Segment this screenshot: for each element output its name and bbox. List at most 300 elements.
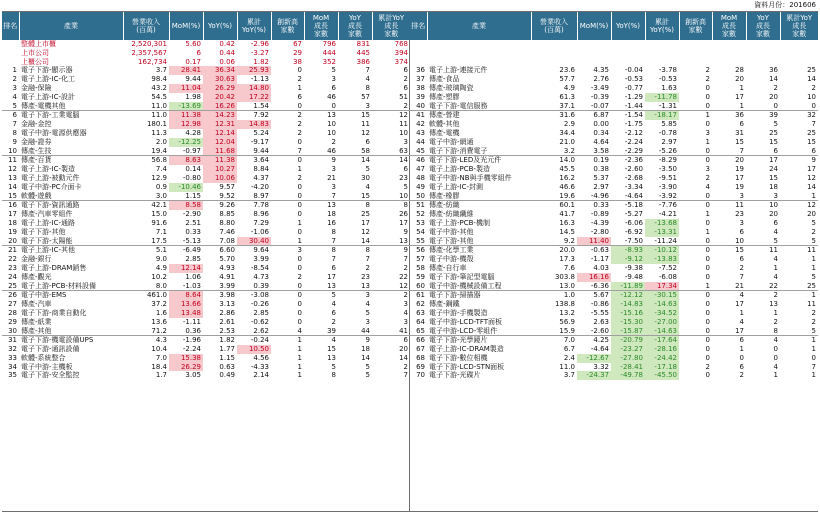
yoy-cell: -27.80 <box>611 354 645 363</box>
table-row[interactable] <box>2 210 410 219</box>
yoy-growth-count-cell: 14 <box>361 353 370 362</box>
ytd-growth-count-cell: 11 <box>780 246 818 255</box>
blank-cell <box>410 40 427 49</box>
table-row[interactable] <box>410 93 818 102</box>
new-high-count-cell: 1 <box>679 111 712 120</box>
mom-cell: 2.63 <box>593 317 609 326</box>
revenue-cell: 4.3 <box>123 336 169 345</box>
industry-cell: 電子下游-光碟片 <box>429 371 481 380</box>
header-yoy-growth-count[interactable]: YoY 成長 家數 <box>746 12 780 40</box>
table-row[interactable] <box>410 174 818 183</box>
yoy-growth-count-cell: 6 <box>365 137 370 146</box>
aggregate-row[interactable] <box>2 58 410 67</box>
ytd-growth-count-cell: 2 <box>403 362 408 371</box>
rank-cell: 58 <box>416 263 425 272</box>
mom-cell: 5.37 <box>593 173 609 182</box>
mom-cell: -1.11 <box>182 317 201 326</box>
ytd-growth-count-cell: 15 <box>807 137 816 146</box>
rank-cell: 14 <box>8 182 17 191</box>
header-yoy[interactable]: YoY(%) <box>203 12 237 40</box>
blank-cell <box>611 49 645 58</box>
header-ytd-growth-count[interactable]: 累計YoY 成長 家數 <box>372 12 410 40</box>
mom-growth-count-cell: 3 <box>331 75 336 84</box>
new-high-count-cell: 0 <box>705 120 710 129</box>
mom-growth-count-cell: 13 <box>304 201 338 210</box>
new-high-count-cell: 0 <box>297 317 302 326</box>
mom-growth-count-cell: 6 <box>739 227 744 236</box>
mom-growth-count-cell: 5 <box>331 362 336 371</box>
header-rank[interactable]: 排名 <box>410 12 427 40</box>
revenue-cell: 14.5 <box>559 227 575 236</box>
table-row[interactable] <box>410 201 818 210</box>
yoy-growth-count-cell: 13 <box>361 281 370 290</box>
mom-cell: 0.36 <box>185 326 201 335</box>
new-high-count-cell: 0 <box>679 291 712 300</box>
revenue-cell: 180.1 <box>146 120 167 129</box>
rank-cell: 31 <box>2 336 19 345</box>
table-row[interactable] <box>410 327 818 336</box>
rank-cell: 19 <box>8 227 17 236</box>
mom-cell: 16.16 <box>577 273 611 282</box>
header-yoy-growth-count[interactable]: YoY 成長 家數 <box>338 12 372 40</box>
revenue-cell: 138.8 <box>554 300 575 309</box>
mom-growth-count-cell: 4 <box>739 317 744 326</box>
new-high-count-cell: 0 <box>705 255 710 264</box>
ytd-yoy-cell: -0.53 <box>658 75 677 84</box>
ytd-yoy-cell: 2.14 <box>253 371 269 380</box>
ytd-growth-count-cell: 2 <box>403 263 408 272</box>
yoy-growth-count-cell: 25 <box>769 128 778 137</box>
yoy-growth-count-cell: 18 <box>769 182 778 191</box>
table-row[interactable] <box>2 138 410 147</box>
revenue-cell: 461.0 <box>123 291 169 300</box>
table-row[interactable] <box>2 129 410 138</box>
industry-cell: 電子上游-DRAM銷售 <box>21 263 87 272</box>
header-yoy[interactable]: YoY(%) <box>611 12 645 40</box>
table-row[interactable] <box>2 219 410 228</box>
ytd-yoy-cell: -14.63 <box>645 327 679 336</box>
header-industry[interactable]: 產業 <box>427 12 531 40</box>
aggregate-row[interactable] <box>2 49 410 58</box>
ytd-growth-count-cell: 25 <box>807 128 816 137</box>
revenue-cell: 16.2 <box>559 173 575 182</box>
right-table-half <box>410 12 818 511</box>
table-row[interactable] <box>410 371 818 380</box>
yoy-cell: 36.34 <box>203 66 237 75</box>
yoy-growth-count-cell: 12 <box>361 128 370 137</box>
ytd-yoy-cell: -27.00 <box>645 318 679 327</box>
revenue-cell: 42.1 <box>123 201 169 210</box>
table-row[interactable] <box>2 84 410 93</box>
ytd-yoy-cell: -4.33 <box>250 362 269 371</box>
mom-cell: 9.44 <box>185 75 201 84</box>
table-row[interactable] <box>410 84 818 93</box>
yoy-cell: -1.54 <box>611 111 645 120</box>
ytd-yoy-cell: -10.12 <box>645 246 679 255</box>
ytd-yoy-cell: 4.56 <box>253 353 269 362</box>
table-row[interactable] <box>410 165 818 174</box>
ytd-growth-count-cell: 11 <box>399 120 408 129</box>
table-row[interactable] <box>2 273 410 282</box>
table-row[interactable] <box>410 354 818 363</box>
table-row[interactable] <box>410 147 818 156</box>
rank-cell: 24 <box>8 272 17 281</box>
ytd-growth-count-cell: 9 <box>403 227 408 236</box>
industry-cell: 傳產-紡織纖維 <box>429 210 474 219</box>
industry-cell: 傳產-玻璃陶瓷 <box>429 83 474 92</box>
table-row[interactable] <box>2 228 410 237</box>
ytd-growth-count-cell: 4 <box>403 308 408 317</box>
new-high-count-cell: 1 <box>705 227 710 236</box>
mom-growth-count-cell: 16 <box>327 218 336 227</box>
ytd-growth-count-cell: 11 <box>807 300 816 309</box>
table-row[interactable] <box>2 327 410 336</box>
mom-cell: 3.58 <box>593 146 609 155</box>
mom-cell: -2.80 <box>590 227 609 236</box>
mom-growth-count-cell: 46 <box>327 146 336 155</box>
rank-cell: 54 <box>416 227 425 236</box>
ytd-yoy-cell: -45.50 <box>645 371 679 380</box>
mom-cell: 11.40 <box>577 237 611 246</box>
yoy-cell: 10.27 <box>203 165 237 174</box>
yoy-cell: -0.04 <box>624 66 643 75</box>
mom-cell: -4.39 <box>590 218 609 227</box>
rank-cell: 21 <box>2 246 19 255</box>
industry-cell: 電子上游-被動元件 <box>21 173 80 182</box>
table-row[interactable] <box>410 228 818 237</box>
blank-cell <box>712 58 746 67</box>
table-row[interactable] <box>2 354 410 363</box>
header-mom-growth-count[interactable]: MoM 成長 家數 <box>712 12 746 40</box>
yoy-cell: 8.85 <box>219 210 235 219</box>
table-row[interactable] <box>410 75 818 84</box>
revenue-cell: 12.9 <box>151 173 167 182</box>
table-row[interactable] <box>410 183 818 192</box>
revenue-cell: 4.9 <box>155 263 167 272</box>
mom-growth-count-cell: 9 <box>304 156 338 165</box>
table-row[interactable] <box>2 371 410 380</box>
table-row[interactable] <box>410 210 818 219</box>
revenue-cell: 7.0 <box>155 353 167 362</box>
table-row[interactable] <box>410 309 818 318</box>
ytd-growth-count-cell: 25 <box>807 281 816 290</box>
table-row[interactable] <box>2 255 410 264</box>
mom-cell: -2.90 <box>182 210 201 219</box>
yoy-cell: 20.42 <box>203 93 237 102</box>
table-row[interactable] <box>410 255 818 264</box>
ytd-yoy-cell: -0.62 <box>250 317 269 326</box>
revenue-cell: 1.6 <box>155 308 167 317</box>
table-row[interactable] <box>2 147 410 156</box>
rank-cell: 6 <box>2 111 19 120</box>
aggregate-row[interactable] <box>2 40 410 49</box>
table-row[interactable] <box>410 66 818 75</box>
industry-cell: 電子下游-機電設備UPS <box>19 336 123 345</box>
yoy-cell: -7.50 <box>624 236 643 245</box>
yoy-growth-count-cell: 15 <box>769 173 778 182</box>
mom-cell: -0.86 <box>590 300 609 309</box>
table-row[interactable] <box>2 111 410 120</box>
header-rank[interactable]: 排名 <box>2 12 19 40</box>
table-row[interactable] <box>2 363 410 372</box>
ytd-yoy-cell: 25.93 <box>237 66 271 75</box>
industry-cell: 電子上游-IC-設計 <box>21 92 76 101</box>
yoy-growth-count-cell: 0 <box>773 353 778 362</box>
new-high-count-cell: 29 <box>293 48 302 57</box>
table-row[interactable] <box>2 282 410 291</box>
blank-cell <box>712 40 746 49</box>
mom-growth-count-cell: 4 <box>331 300 336 309</box>
table-row[interactable] <box>410 138 818 147</box>
yoy-growth-count-cell: 14 <box>361 236 370 245</box>
yoy-growth-count-cell: 15 <box>361 191 370 200</box>
mom-growth-count-cell: 17 <box>327 272 336 281</box>
table-row[interactable] <box>410 192 818 201</box>
table-row[interactable] <box>2 156 410 165</box>
new-high-count-cell: 0 <box>271 201 304 210</box>
yoy-cell: 3.13 <box>219 300 235 309</box>
yoy-cell: -20.79 <box>611 336 645 345</box>
revenue-cell: 7.1 <box>155 227 167 236</box>
revenue-cell: 98.4 <box>151 75 167 84</box>
table-row[interactable] <box>2 318 410 327</box>
table-row[interactable] <box>410 336 818 345</box>
revenue-cell: 60.1 <box>531 201 577 210</box>
table-row[interactable] <box>2 300 410 309</box>
ytd-growth-count-cell: 12 <box>780 201 818 210</box>
header-ytd-growth-count[interactable]: 累計YoY 成長 家數 <box>780 12 818 40</box>
ytd-growth-count-cell: 5 <box>811 236 816 245</box>
ytd-yoy-cell: -17.64 <box>645 336 679 345</box>
rank-cell: 64 <box>416 317 425 326</box>
blank-cell <box>577 49 611 58</box>
ytd-growth-count-cell: 20 <box>807 210 816 219</box>
blank-cell <box>611 40 645 49</box>
ytd-yoy-cell: -1.06 <box>250 227 269 236</box>
table-row[interactable] <box>2 237 410 246</box>
industry-cell: 電子上游-IC-DRAM製造 <box>429 345 504 354</box>
ytd-growth-count-cell: 32 <box>780 111 818 120</box>
rank-cell: 38 <box>416 83 425 92</box>
industry-cell: 傳產-食品 <box>429 75 460 84</box>
rank-cell: 52 <box>416 210 425 219</box>
table-row[interactable] <box>410 129 818 138</box>
table-row[interactable] <box>410 300 818 309</box>
table-row[interactable] <box>410 120 818 129</box>
mom-cell: 2.51 <box>185 218 201 227</box>
header-industry[interactable]: 產業 <box>19 12 123 40</box>
mom-growth-count-cell: 28 <box>735 66 744 75</box>
ytd-yoy-cell: -3.08 <box>237 291 271 300</box>
mom-growth-count-cell: 352 <box>322 57 336 66</box>
header-mom[interactable]: MoM(%) <box>169 12 203 40</box>
yoy-growth-count-cell: 3 <box>338 291 372 300</box>
ytd-yoy-cell: 8.96 <box>253 210 269 219</box>
table-row[interactable] <box>410 156 818 165</box>
industry-cell: 電子中游-EMS <box>19 291 123 300</box>
header-revenue[interactable]: 營業收入 (百萬) <box>531 12 577 40</box>
table-row[interactable] <box>410 291 818 300</box>
revenue-cell: 2.9 <box>563 120 575 129</box>
table-row[interactable] <box>410 318 818 327</box>
industry-cell: 金融-金控 <box>21 120 52 129</box>
table-row[interactable] <box>2 183 410 192</box>
industry-cell: 傳產-營建 <box>427 111 531 120</box>
ytd-growth-count-cell: 22 <box>399 272 408 281</box>
ytd-growth-count-cell: 7 <box>403 371 408 380</box>
mom-growth-count-cell: 18 <box>327 210 336 219</box>
right-header-row <box>410 12 818 40</box>
new-high-count-cell: 0 <box>297 281 302 290</box>
yoy-growth-count-cell: 57 <box>361 92 370 101</box>
yoy-cell: 30.63 <box>203 75 237 84</box>
revenue-cell: 41.7 <box>559 210 575 219</box>
ytd-growth-count-cell: 20 <box>399 345 408 354</box>
mom-growth-count-cell: 7 <box>331 191 336 200</box>
table-row[interactable] <box>2 345 410 354</box>
ytd-growth-count-cell: 12 <box>372 111 410 120</box>
yoy-growth-count-cell: 2 <box>773 317 778 326</box>
table-row[interactable] <box>410 219 818 228</box>
ytd-growth-count-cell: 9 <box>780 156 818 165</box>
new-high-count-cell: 2 <box>705 75 710 84</box>
ytd-yoy-cell: -8.54 <box>250 263 269 272</box>
yoy-growth-count-cell: 17 <box>361 218 370 227</box>
mom-growth-count-cell: 6 <box>331 83 336 92</box>
blank-cell <box>645 40 679 49</box>
ytd-yoy-cell: 1.63 <box>661 83 677 92</box>
table-row[interactable] <box>410 237 818 246</box>
table-row[interactable] <box>2 93 410 102</box>
mom-growth-count-cell: 10 <box>327 120 336 129</box>
rank-cell: 66 <box>410 336 427 345</box>
mom-cell: 15.38 <box>169 354 203 363</box>
yoy-cell: 11.38 <box>203 156 237 165</box>
yoy-cell: -6.92 <box>624 227 643 236</box>
table-row[interactable] <box>2 309 410 318</box>
rank-cell: 47 <box>416 165 425 174</box>
new-high-count-cell: 3 <box>705 165 710 174</box>
ytd-yoy-cell: -2.96 <box>250 40 269 48</box>
ytd-yoy-cell: -4.21 <box>658 210 677 219</box>
rank-cell: 51 <box>410 201 427 210</box>
rank-cell: 22 <box>8 255 17 264</box>
yoy-growth-count-cell: 0 <box>773 101 778 110</box>
table-row[interactable] <box>2 102 410 111</box>
table-row[interactable] <box>410 111 818 120</box>
table-row[interactable] <box>2 75 410 84</box>
table-row[interactable] <box>2 165 410 174</box>
table-row[interactable] <box>410 102 818 111</box>
ytd-yoy-cell: 7.92 <box>237 111 271 120</box>
table-row[interactable] <box>410 282 818 291</box>
header-revenue[interactable]: 營業收入 (百萬) <box>123 12 169 40</box>
header-ytd-yoy[interactable]: 累計 YoY(%) <box>645 12 679 40</box>
table-row[interactable] <box>2 291 410 300</box>
mom-cell: -12.67 <box>577 354 611 363</box>
yoy-cell: -2.29 <box>624 146 643 155</box>
ytd-growth-count-cell: 41 <box>399 326 408 335</box>
ytd-growth-count-cell: 12 <box>399 281 408 290</box>
mom-growth-count-cell: 17 <box>735 326 744 335</box>
mom-growth-count-cell: 4 <box>304 336 338 345</box>
ytd-yoy-cell: -0.78 <box>658 128 677 137</box>
new-high-count-cell: 3 <box>705 128 710 137</box>
ytd-yoy-cell: -13.83 <box>645 255 679 264</box>
industry-cell: 電子中游-手機製造 <box>429 308 488 317</box>
blank-cell <box>679 49 712 58</box>
rank-cell: 57 <box>416 255 425 264</box>
ytd-yoy-cell: -3.50 <box>658 165 677 174</box>
ytd-yoy-cell: -5.26 <box>658 146 677 155</box>
header-new-high-count[interactable]: 創新高 家數 <box>271 12 304 40</box>
table-row[interactable] <box>2 201 410 210</box>
yoy-growth-count-cell: 5 <box>365 165 370 174</box>
rank-cell: 33 <box>8 353 17 362</box>
table-row[interactable] <box>2 120 410 129</box>
table-row[interactable] <box>410 264 818 273</box>
blank-cell <box>645 49 679 58</box>
header-ytd-yoy[interactable]: 累計 YoY(%) <box>237 12 271 40</box>
rank-cell: 29 <box>8 317 17 326</box>
revenue-cell: 54.5 <box>151 92 167 101</box>
ytd-yoy-cell: -7.52 <box>658 263 677 272</box>
table-row[interactable] <box>410 273 818 282</box>
yoy-growth-count-cell: 20 <box>769 210 778 219</box>
rank-cell: 46 <box>410 156 427 165</box>
rank-cell: 17 <box>8 210 17 219</box>
mom-cell: -1.17 <box>590 255 609 264</box>
mom-cell: -0.39 <box>590 92 609 101</box>
ytd-growth-count-cell: 5 <box>811 272 816 281</box>
yoy-growth-count-cell: 2 <box>773 83 778 92</box>
table-row[interactable] <box>2 192 410 201</box>
yoy-cell: 10.06 <box>203 174 237 183</box>
table-row[interactable] <box>2 174 410 183</box>
mom-cell: 0.17 <box>185 57 201 66</box>
table-row[interactable] <box>410 246 818 255</box>
revenue-cell: 17.5 <box>151 236 167 245</box>
mom-cell: 2.76 <box>593 75 609 84</box>
new-high-count-cell: 0 <box>679 201 712 210</box>
yoy-cell: -28.41 <box>611 363 645 372</box>
industry-cell: 傳產-化學工業 <box>427 246 531 255</box>
mom-growth-count-cell: 6 <box>331 263 336 272</box>
new-high-count-cell: 0 <box>297 263 302 272</box>
blank-cell <box>712 49 746 58</box>
rank-cell: 43 <box>416 128 425 137</box>
table-row[interactable] <box>410 363 818 372</box>
header-mom-growth-count[interactable]: MoM 成長 家數 <box>304 12 338 40</box>
ytd-yoy-cell: 14.83 <box>237 120 271 129</box>
table-row[interactable] <box>2 246 410 255</box>
table-row[interactable] <box>2 264 410 273</box>
blank-cell <box>746 49 780 58</box>
yoy-cell: -2.60 <box>624 165 643 174</box>
revenue-cell: 6.7 <box>563 345 575 354</box>
table-row[interactable] <box>410 345 818 354</box>
industry-cell: 電子上游-IC-通路 <box>21 218 76 227</box>
yoy-growth-count-cell: 7 <box>365 255 370 264</box>
table-row[interactable] <box>2 66 410 75</box>
yoy-cell: 11.68 <box>203 147 237 156</box>
rank-cell: 8 <box>12 128 17 137</box>
industry-cell: 電子下游-電信服務 <box>429 101 488 110</box>
revenue-cell: 31.6 <box>531 111 577 120</box>
header-mom[interactable]: MoM(%) <box>577 12 611 40</box>
table-row[interactable] <box>2 336 410 345</box>
header-new-high-count[interactable]: 創新高 家數 <box>679 12 712 40</box>
